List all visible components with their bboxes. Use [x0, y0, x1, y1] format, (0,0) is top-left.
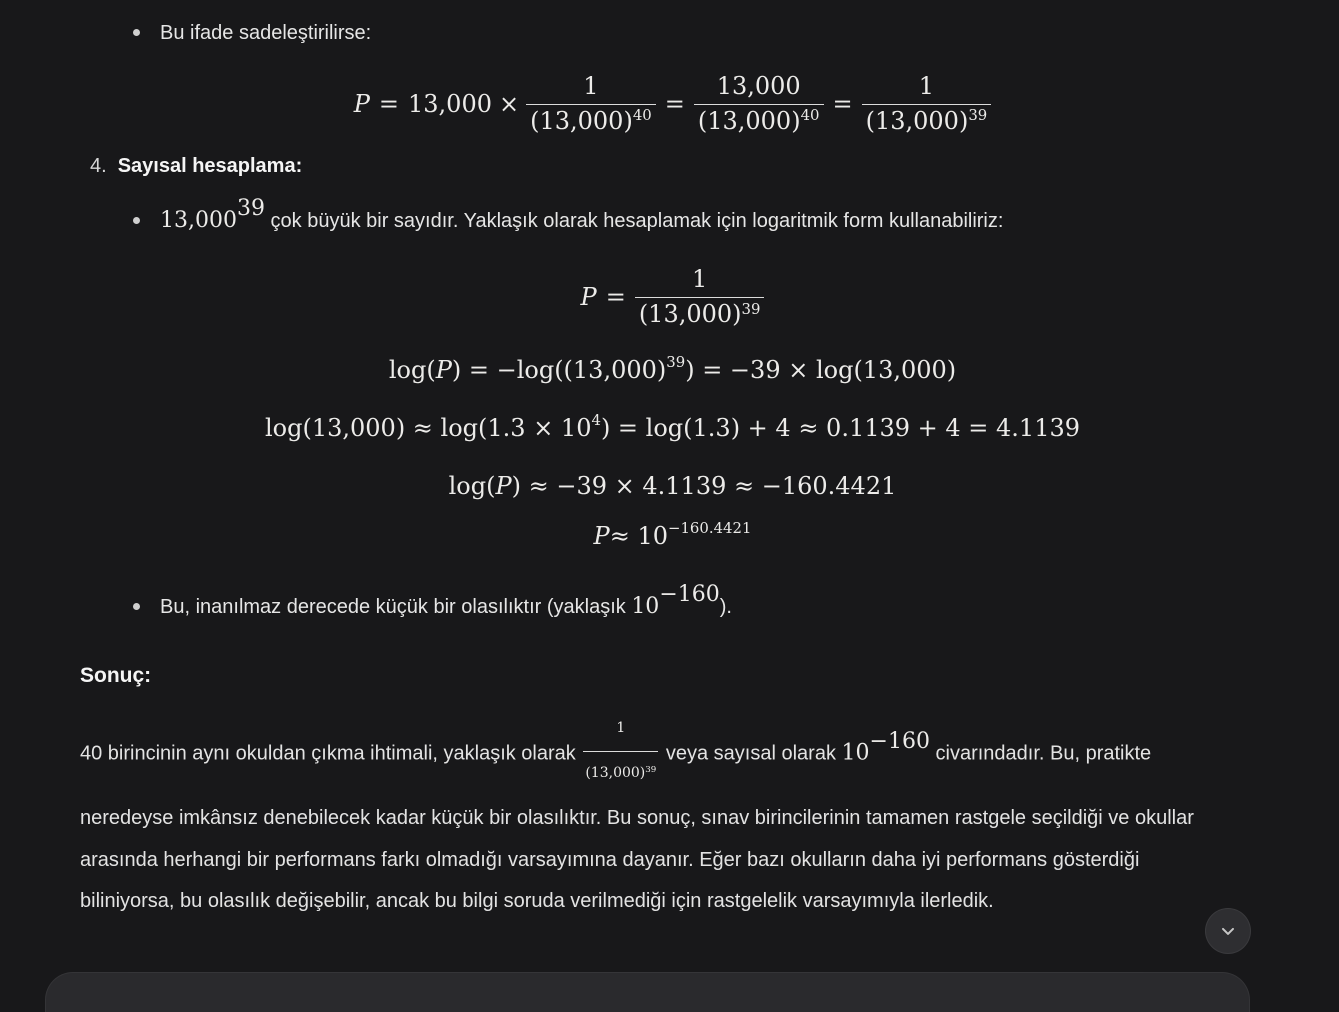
- formula-simplified-expression: [80, 73, 1265, 135]
- den-base: (13,000): [865, 106, 969, 135]
- math-var: P: [353, 90, 370, 119]
- math-rel: =: [664, 90, 685, 119]
- math-var: P: [435, 356, 452, 385]
- fraction-denominator: [635, 297, 765, 329]
- inline-math-exponent: −160: [869, 728, 930, 754]
- inline-math-base: 10: [841, 740, 870, 766]
- fraction-numerator: 1: [583, 72, 599, 100]
- math-run: log(13,000) ≈ log(1.3 × 10: [264, 414, 592, 443]
- formula-log-p: [80, 353, 1265, 385]
- formula-p-power: [80, 519, 1265, 551]
- formula-log-13000: [80, 411, 1265, 443]
- math-var: P: [580, 283, 597, 312]
- fraction-denominator: [694, 104, 824, 136]
- chat-input[interactable]: [45, 972, 1250, 1012]
- text-run: çok büyük bir sayıdır. Yaklaşık olarak hesaplamak için logaritmik form kullanabiliriz:: [264, 210, 1004, 233]
- math-run: ) = −log((13,000): [451, 356, 667, 385]
- inline-fraction: [583, 708, 658, 796]
- list-item-title: Sayısal hesaplama:: [117, 155, 303, 178]
- inline-math-exponent: 39: [236, 196, 265, 222]
- inline-math-base: 13,000: [160, 208, 237, 234]
- den-exponent: 40: [800, 106, 820, 125]
- bullet-text: [160, 582, 732, 622]
- math-rel: =: [378, 90, 400, 119]
- den-exponent: 39: [968, 106, 988, 125]
- text-run: ).: [719, 596, 732, 619]
- formula-p-fraction: [80, 266, 1265, 328]
- bullet-dot: [133, 603, 140, 610]
- list-item: [80, 582, 1265, 622]
- math-run: ≈ 10: [609, 522, 668, 551]
- text-run: veya sayısal olarak: [660, 742, 842, 765]
- fraction-numerator: 1: [691, 265, 708, 294]
- den-base: (13,000): [530, 106, 633, 135]
- fraction-numerator: 13,000: [716, 72, 801, 100]
- text-run: Bu, inanılmaz derecede küçük bir olasılıktır (yaklaşık: [160, 596, 632, 619]
- fraction-denominator: [862, 104, 992, 136]
- math-run: ) = log(1.3) + 4 ≈ 0.1139 + 4 = 4.1139: [600, 414, 1081, 443]
- den-exponent: 39: [741, 299, 761, 318]
- text-run: 40 birincinin aynı okuldan çıkma ihtimali, yaklaşık olarak: [80, 742, 582, 765]
- text-run: civarındadır. Bu, pratikte neredeyse imkânsız denebilecek kadar küçük bir olasılıktır. Bu sonuç, sınav birincilerinin tamamen rastgele seçildiği ve okullar arasında herhangi bir performans farkı olmadığı varsayımına dayanır. Eğer bazı okulların daha iyi performans gösterdiği biliniyorsa, bu olasılık değişebilir, ancak bu bilgi soruda verilmediği için rastgelelik varsayımıyla ilerledik.: [80, 742, 1194, 913]
- numbered-list-item: [80, 155, 1265, 178]
- fraction: [862, 73, 992, 135]
- formula-log-p-value: [80, 472, 1265, 500]
- fraction-denominator: [526, 104, 656, 136]
- math-exponent: 4: [591, 411, 601, 430]
- math-run: ) ≈ −39 × 4.1139 ≈ −160.4421: [511, 472, 897, 501]
- chevron-down-icon: [1218, 921, 1238, 941]
- fraction: [526, 73, 656, 135]
- math-run: log(: [448, 472, 496, 501]
- assistant-message: [80, 0, 1265, 923]
- math-run: ) = −39 × log(13,000): [685, 356, 957, 385]
- conclusion-paragraph: [80, 710, 1222, 923]
- bullet-text: Bu ifade sadeleştirilirse:: [160, 22, 372, 44]
- inline-math-base: 10: [631, 594, 660, 620]
- fraction-denominator: [583, 751, 658, 797]
- scroll-to-bottom-button[interactable]: [1205, 908, 1251, 954]
- math-rel: =: [605, 283, 626, 312]
- den-exponent: 39: [645, 765, 657, 776]
- fraction-numerator: 1: [616, 720, 626, 737]
- bullet-dot: [133, 217, 140, 224]
- math-rel: =: [832, 90, 853, 119]
- den-base: (13,000): [638, 299, 742, 328]
- bullet-text: [160, 196, 1004, 236]
- den-base: (13,000): [585, 764, 646, 781]
- fraction: [694, 73, 824, 135]
- list-item: [80, 196, 1265, 236]
- math-num: 13,000: [408, 90, 492, 119]
- math-exponent: −160.4421: [667, 519, 752, 538]
- den-exponent: 40: [632, 106, 652, 125]
- math-op: ×: [499, 90, 520, 119]
- fraction: [635, 266, 765, 328]
- bullet-dot: [133, 29, 140, 36]
- math-run: log(: [388, 356, 436, 385]
- list-item: [80, 18, 1265, 48]
- math-exponent: 39: [666, 353, 686, 372]
- math-var: P: [593, 522, 610, 551]
- list-number: 4.: [90, 155, 107, 178]
- math-var: P: [495, 472, 512, 501]
- fraction-numerator: 1: [918, 72, 935, 100]
- conclusion-heading: Sonuç:: [80, 664, 152, 688]
- inline-math-exponent: −160: [659, 582, 720, 608]
- den-base: (13,000): [697, 106, 801, 135]
